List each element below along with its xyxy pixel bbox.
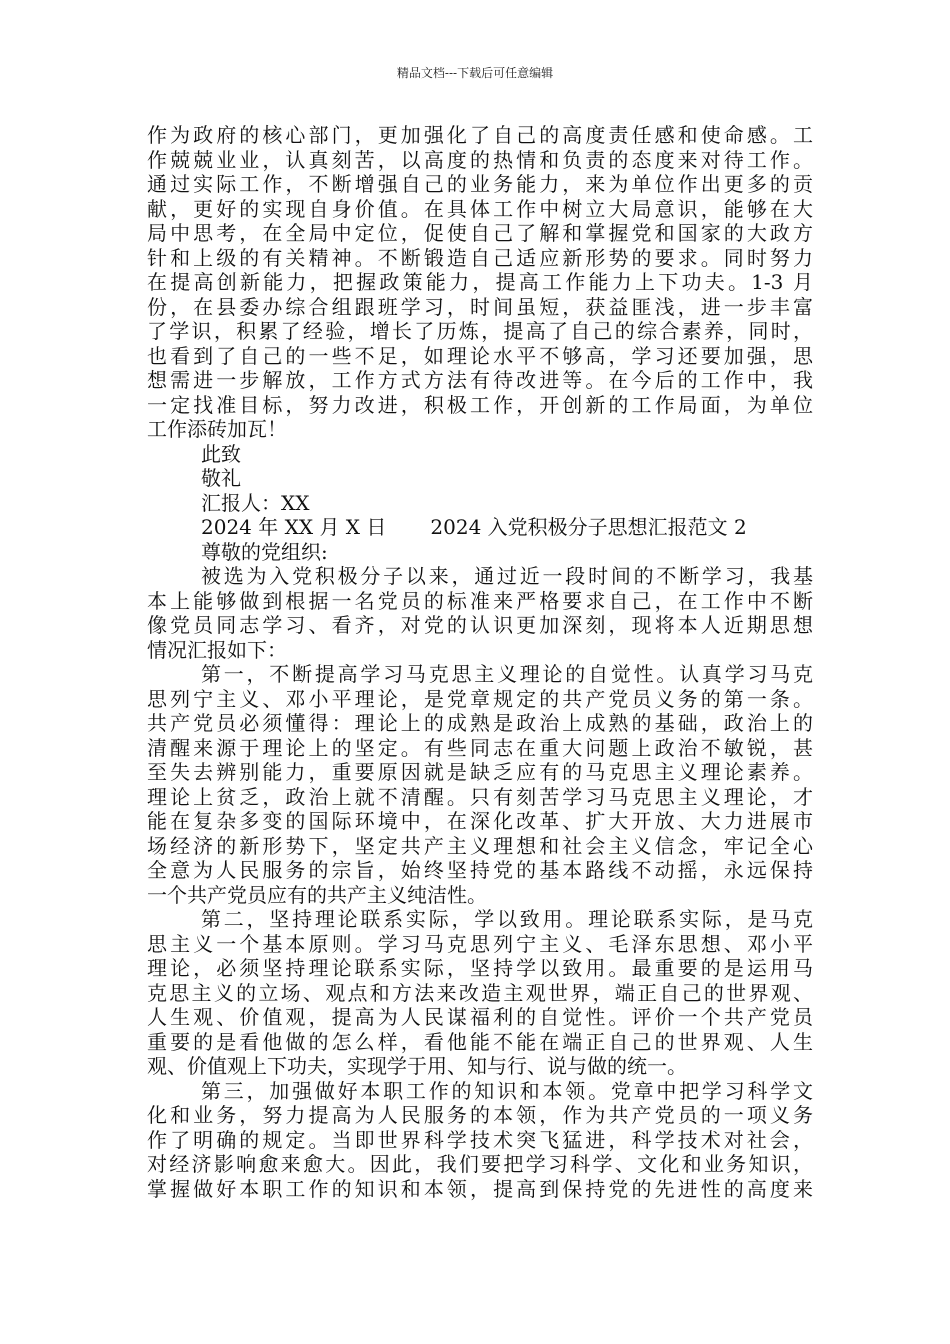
text-line: 全意为人民服务的宗旨，始终坚持党的基本路线不动摇，永远保持 (147, 858, 813, 882)
text-line: 一个共产党员应有的共产主义纯洁性。 (147, 882, 487, 907)
text-line: 献，更好的实现自身价值。在具体工作中树立大局意识，能够在大 (147, 196, 813, 221)
text-line: 思列宁主义、邓小平理论，是党章规定的共产党员义务的第一条。 (147, 686, 813, 711)
text-line: 针和上级的有关精神。不断锻造自己适应新形势的要求。同时努力 (147, 245, 813, 270)
text-line: 观、价值观上下功夫，实现学于用、知与行、说与做的统一。 (147, 1054, 687, 1078)
text-line: 人生观、价值观，提高为人民谋福利的自觉性。评价一个共产党员 (147, 1005, 813, 1029)
text-line: 作了明确的规定。当即世界科学技术突飞猛进，科学技术对社会， (147, 1127, 813, 1152)
text-line: 尊敬的党组织: (201, 539, 328, 564)
text-line: 至失去辨别能力，重要原因就是缺乏应有的马克思主义理论素养。 (147, 760, 813, 784)
page-header-note: 精品文档---下载后可任意编辑 (396, 66, 554, 80)
text-line: 共产党员必须懂得：理论上的成熟是政治上成熟的基础，政治上的 (147, 711, 813, 735)
text-line: 汇报人：XX (201, 490, 310, 515)
text-line: 第二，坚持理论联系实际，学以致用。理论联系实际，是马克 (201, 907, 813, 931)
text-line: 理论，必须坚持理论联系实际，坚持学以致用。最重要的是运用马 (147, 956, 813, 980)
text-line: 作为政府的核心部门，更加强化了自己的高度责任感和使命感。工 (147, 123, 813, 147)
text-line: 作兢兢业业，认真刻苦，以高度的热情和负责的态度来对待工作。 (147, 147, 813, 172)
text-line: 份，在县委办综合组跟班学习，时间虽短，获益匪浅，进一步丰富 (147, 294, 813, 319)
text-line: 对经济影响愈来愈大。因此，我们要把学习科学、文化和业务知识， (147, 1152, 813, 1176)
text-line (147, 515, 813, 540)
text-line: 了学识，积累了经验，增长了历炼，提高了自己的综合素养，同时， (147, 319, 813, 343)
report-date: 2024 年 XX 月 X 日 (201, 515, 387, 539)
text-line: 掌握做好本职工作的知识和本领，提高到保持党的先进性的高度来 (147, 1176, 813, 1201)
text-line: 通过实际工作，不断增强自己的业务能力，来为单位作出更多的贡 (147, 172, 813, 196)
text-line: 第三，加强做好本职工作的知识和本领。党章中把学习科学文 (201, 1078, 813, 1103)
text-line: 思主义一个基本原则。学习马克思列宁主义、毛泽东思想、邓小平 (147, 931, 813, 956)
text-line: 情况汇报如下： (147, 637, 287, 662)
text-line: 重要的是看他做的怎么样，看他能不能在端正自己的世界观、人生 (147, 1029, 813, 1054)
text-line: 想需进一步解放，工作方式方法有待改进等。在今后的工作中，我 (147, 368, 813, 392)
text-line: 此致 (201, 441, 241, 466)
text-line: 一定找准目标，努力改进，积极工作，开创新的工作局面，为单位 (147, 392, 813, 417)
text-line: 化和业务，努力提高为人民服务的本领，作为共产党员的一项义务 (147, 1103, 813, 1127)
text-line: 理论上贫乏，政治上就不清醒。只有刻苦学习马克思主义理论，才 (147, 784, 813, 809)
document-body (147, 123, 813, 1201)
text-line: 场经济的新形势下，坚定共产主义理想和社会主义信念，牢记全心 (147, 833, 813, 858)
text-line: 像党员同志学习、看齐，对党的认识更加深刻，现将本人近期思想 (147, 613, 813, 637)
text-line: 敬礼 (201, 466, 241, 490)
text-line: 第一，不断提高学习马克思主义理论的自觉性。认真学习马克 (201, 662, 813, 686)
text-line: 被选为入党积极分子以来，通过近一段时间的不断学习，我基 (201, 564, 813, 588)
text-line: 也看到了自己的一些不足，如理论水平不够高，学习还要加强，思 (147, 343, 813, 368)
text-line: 工作添砖加瓦！ (147, 417, 287, 441)
text-line: 能在复杂多变的国际环境中，在深化改革、扩大开放、大力进展市 (147, 809, 813, 833)
text-line: 本上能够做到根据一名党员的标准来严格要求自己，在工作中不断 (147, 588, 813, 613)
text-line: 在提高创新能力，把握政策能力，提高工作能力上下功夫。1-3 月 (147, 270, 813, 294)
text-line: 克思主义的立场、观点和方法来改造主观世界，端正自己的世界观、 (147, 980, 813, 1005)
section-title: 2024 入党积极分子思想汇报范文 2 (430, 515, 747, 539)
text-line: 局中思考，在全局中定位，促使自己了解和掌握党和国家的大政方 (147, 221, 813, 245)
text-line: 清醒来源于理论上的坚定。有些同志在重大问题上政治不敏锐，甚 (147, 735, 813, 760)
